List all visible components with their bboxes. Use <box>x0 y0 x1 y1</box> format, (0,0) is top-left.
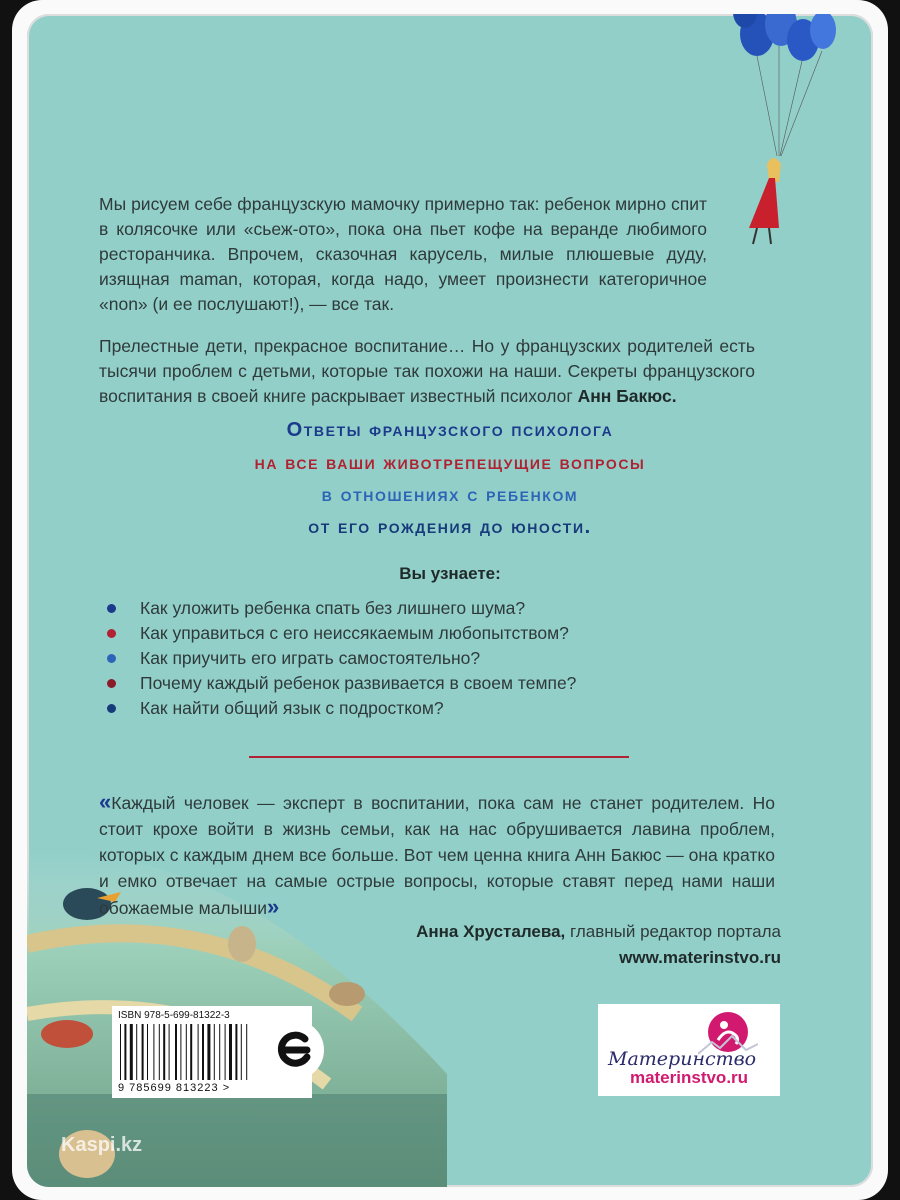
bullet-icon <box>107 704 116 713</box>
barcode-number: 9 785699 813223 > <box>118 1082 231 1094</box>
bullet-icon <box>107 654 116 663</box>
author-website: www.materinstvo.ru <box>619 948 781 967</box>
divider <box>249 756 629 758</box>
description-paragraph: Прелестные дети, прекрасное воспитание… Но у французских родителей есть тысячи проблем с детьми, которые так похожи на наши. Секреты французского воспитания в своей книге раскрывает известный психолог Анн Бакюс. <box>99 335 755 406</box>
kaspi-watermark: Kaspi.kz <box>61 1134 143 1156</box>
isbn-label: ISBN 978-5-699-81322-3 <box>118 1010 230 1021</box>
balloon-girl-illustration <box>717 14 837 256</box>
list-item: Как уложить ребенка спать без лишнего шума? <box>107 596 576 621</box>
brand-script: Материнство <box>608 1048 757 1070</box>
question-list <box>107 596 576 721</box>
brand-url: materinstvo.ru <box>629 1068 749 1087</box>
headline-line-3: в отношениях с ребенком <box>321 484 579 506</box>
headline-line-1: Ответы французского психолога <box>286 419 614 441</box>
headline-line-4: от его рождения до юности. <box>308 516 592 538</box>
bullet-icon <box>107 629 116 638</box>
list-item: Как найти общий язык с подростком? <box>107 696 576 721</box>
author-name: Анн Бакюс. <box>577 385 677 406</box>
materinstvo-logo <box>598 1004 780 1096</box>
list-item: Как приучить его играть самостоятельно? <box>107 646 576 671</box>
publisher-logo-icon <box>263 1019 325 1081</box>
book-back-cover <box>27 14 873 1187</box>
headline-line-2: на все ваши животрепещущие вопросы <box>254 452 646 474</box>
review-quote: «Каждый человек — эксперт в воспитании, пока сам не станет родителем. Но стоит крохе войти в жизнь семьи, как на нас обрушивается лавина проблем, которых с каждым днем все больше. Вот чем ценна книга Анн Бакюс — она кратко и емко отвечает на самые острые вопросы, которые ставят перед нами наши обожаемые малыши» <box>99 789 775 919</box>
bullet-icon <box>107 604 116 613</box>
review-author: Анна Хрусталева, главный редактор портала www.materinstvo.ru <box>416 919 781 971</box>
learn-title: Вы узнаете: <box>399 564 501 583</box>
list-item: Почему каждый ребенок развивается в своем темпе? <box>107 671 576 696</box>
intro-paragraph: Мы рисуем себе французскую мамочку примерно так: ребенок мирно спит в колясочке или «сьеж-ото», пока она пьет кофе на веранде любимого ресторанчика. Впрочем, сказочная карусель, милые плюшевые дуду, изящная maman, которая, когда надо, умеет произнести категоричное «non» (и ее послушают!), — все так. <box>99 193 707 314</box>
bullet-icon <box>107 679 116 688</box>
list-item: Как управиться с его неиссякаемым любопытством? <box>107 621 576 646</box>
